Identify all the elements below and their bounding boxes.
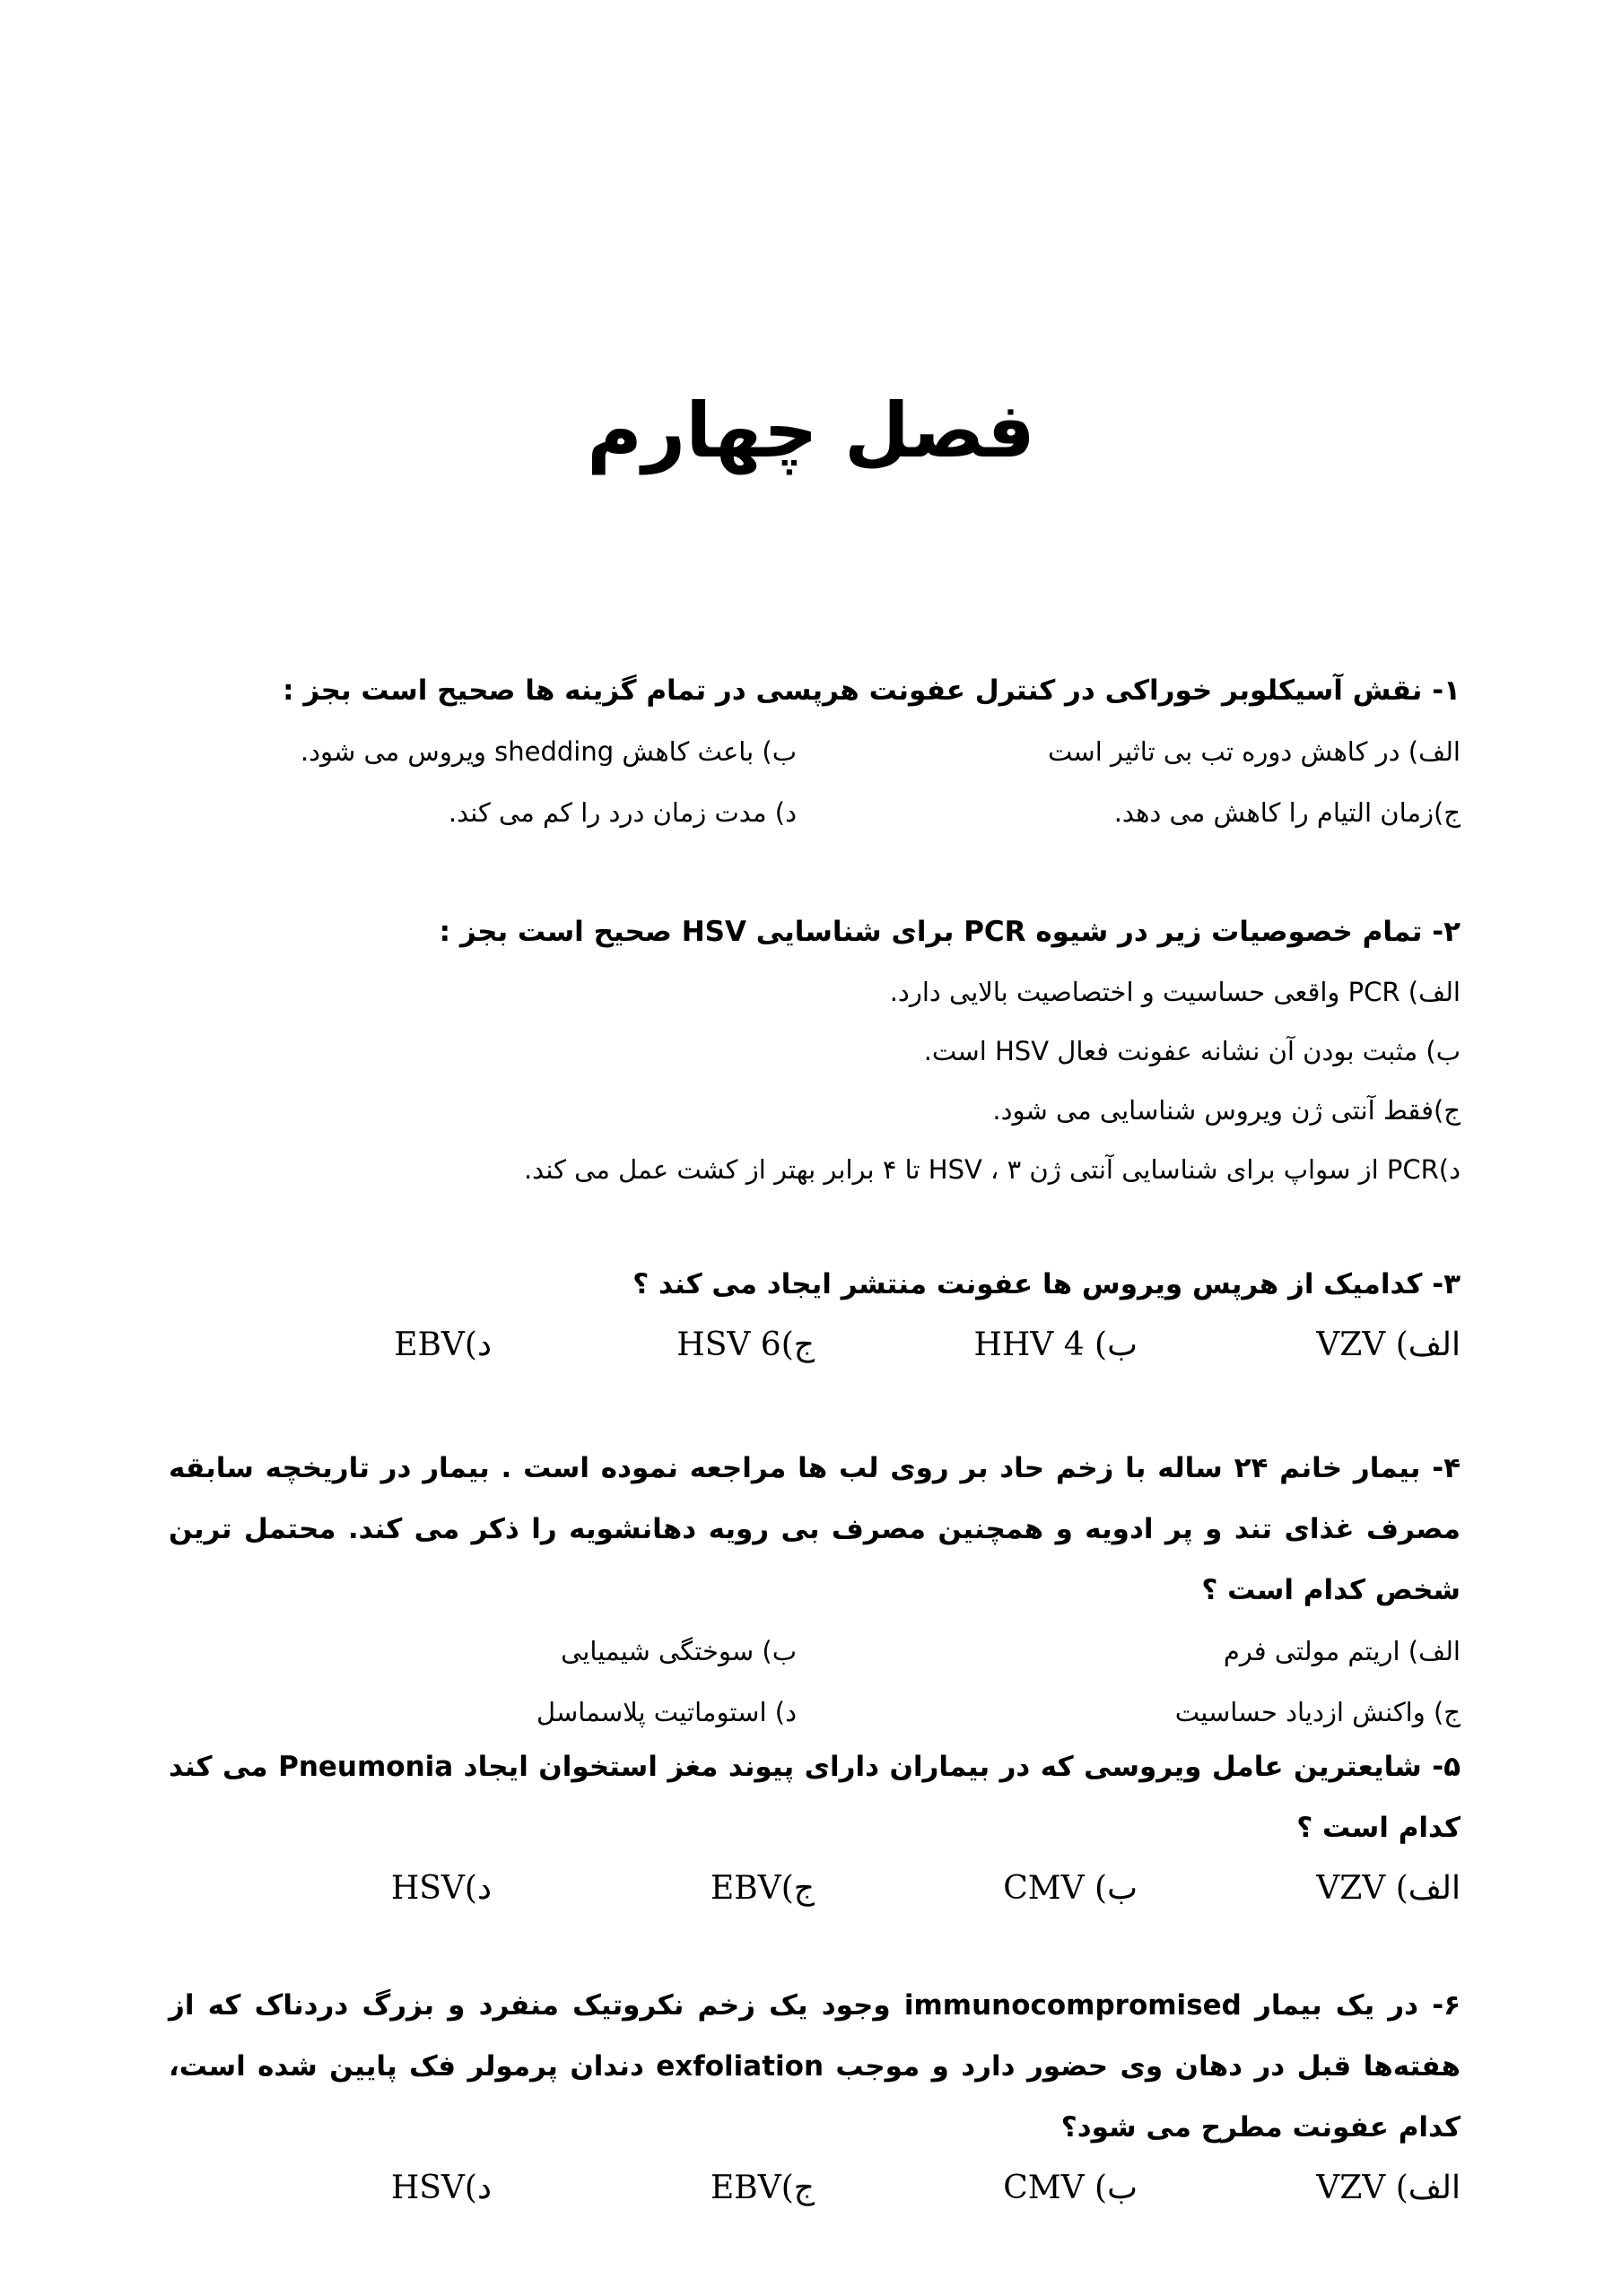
question-stem: ۱- نقش آسیکلوبر خوراکی در کنترل عفونت هرپسی در تمام گزینه ها صحیح است بجز : [283, 674, 1461, 707]
option-b[interactable]: ب) HHV 4 [973, 1326, 1138, 1363]
option-b[interactable]: ب) باعث کاهش shedding ویروس می شود. [300, 736, 797, 767]
options-grid [169, 721, 1461, 843]
option-b[interactable]: ب) مثبت بودن آن نشانه عفونت فعال HSV است. [923, 1036, 1461, 1066]
option-c[interactable]: ج)EBV [710, 2170, 815, 2206]
option-b[interactable]: ب) CMV [1003, 1870, 1138, 1907]
question-stem: ۵- شایعترین عامل ویروسی که در بیماران دارای پیوند مغز استخوان ایجاد Pneumonia می کند کدام است ؟ [169, 1751, 1461, 1844]
option-c[interactable]: ج)HSV 6 [676, 1326, 815, 1363]
option-c[interactable]: ج)زمان التیام را کاهش می دهد. [1113, 797, 1461, 828]
option-d[interactable]: د)EBV [394, 1326, 492, 1363]
option-a[interactable]: الف) PCR واقعی حساسیت و اختصاصیت بالایی دارد. [889, 977, 1461, 1007]
question-stem: ۳- کدامیک از هرپس ویروس ها عفونت منتشر ایجاد می کند ؟ [632, 1268, 1461, 1300]
question-stem: ۴- بیمار خانم ۲۴ ساله با زخم حاد بر روی لب ها مراجعه نموده است . بیمار در تاریخچه سابقه مصرف غذای تند و پر ادویه و همچنین مصرف بی رویه دهانشویه را ذکر می کند. محتمل ترین شخص کدام است ؟ [169, 1452, 1461, 1606]
options-list [169, 962, 1461, 1199]
question-2 [169, 901, 1461, 1199]
option-d[interactable]: د)PCR از سواپ برای شناسایی آنتی ژن HSV ، ۳ تا ۴ برابر بهتر از کشت عمل می کند. [523, 1154, 1461, 1185]
option-c[interactable]: ج)فقط آنتی ژن ویروس شناسایی می شود. [992, 1095, 1461, 1126]
option-a[interactable]: الف) VZV [1316, 1870, 1461, 1907]
question-6 [169, 1975, 1461, 2219]
option-d[interactable]: د) مدت زمان درد را کم می کند. [448, 797, 797, 828]
option-d[interactable]: د)HSV [390, 2170, 492, 2206]
chapter-title: فصل چهارم [587, 387, 1035, 474]
option-a[interactable]: الف) اریتم مولتی فرم [1223, 1636, 1461, 1666]
option-c[interactable]: ج) واکنش ازدیاد حساسیت [1174, 1697, 1461, 1727]
question-1 [169, 660, 1461, 843]
question-3 [169, 1254, 1461, 1376]
option-b[interactable]: ب) CMV [1003, 2170, 1138, 2206]
option-d[interactable]: د) استوماتیت پلاسماسل [536, 1697, 797, 1727]
option-a[interactable]: الف) VZV [1316, 2170, 1461, 2206]
question-stem: ۲- تمام خصوصیات زیر در شیوه PCR برای شناسایی HSV صحیح است بجز : [439, 916, 1461, 948]
option-d[interactable]: د)HSV [390, 1870, 492, 1907]
options-grid [169, 1621, 1461, 1743]
options-row [169, 2158, 1461, 2219]
options-row [169, 1315, 1461, 1376]
option-a[interactable]: الف) در کاهش دوره تب بی تاثیر است [1047, 736, 1461, 767]
option-b[interactable]: ب) سوختگی شیمیایی [561, 1636, 797, 1666]
option-c[interactable]: ج)EBV [710, 1870, 815, 1907]
options-row [169, 1858, 1461, 1919]
question-4 [169, 1438, 1461, 1743]
question-5 [169, 1736, 1461, 1919]
option-a[interactable]: الف) VZV [1316, 1326, 1461, 1363]
question-stem: ۶- در یک بیمار immunocompromised وجود یک زخم نکروتیک منفرد و بزرگ دردناک که از هفته‌ها قبل در دهان وی حضور دارد و موجب exfoliation دندان پرمولر فک پایین شده است، کدام عفونت مطرح می شود؟ [169, 1989, 1461, 2144]
